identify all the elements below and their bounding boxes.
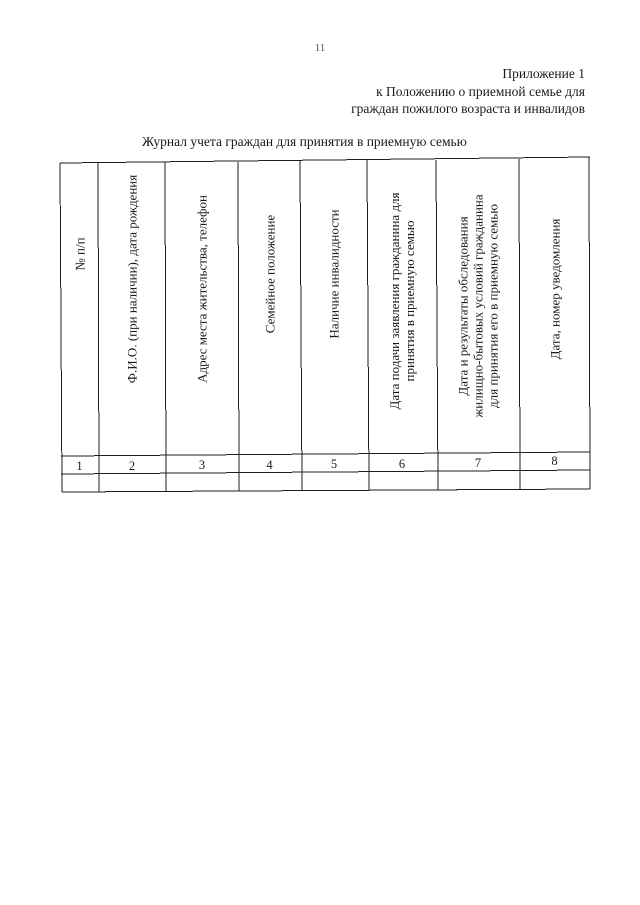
header-inspection-line-1: Дата и результаты обследования [455, 216, 471, 396]
header-cell-6 [368, 164, 436, 454]
header-cell-1 [61, 164, 98, 454]
header-disability-label: Наличие инвалидности [326, 209, 342, 339]
page-number: 11 [314, 42, 326, 54]
table-top-border [60, 157, 590, 163]
column-number-8: 8 [551, 454, 558, 468]
column-number-2: 2 [128, 459, 136, 473]
column-number-4: 4 [266, 458, 273, 472]
header-cell-7 [437, 164, 519, 454]
header-application-date-line-1: Дата подачи заявления гражданина для [387, 192, 402, 410]
column-number-7: 7 [474, 456, 482, 470]
column-number-6: 6 [398, 457, 406, 471]
header-cell-2 [99, 164, 165, 454]
header-notification-label: Дата, номер уведомления [547, 218, 562, 360]
header-cell-5 [301, 164, 367, 454]
appendix-reference-line-2: граждан пожилого возраста и инвалидов [351, 101, 585, 116]
header-fio-label: Ф.И.О. (при наличии), дата рождения [124, 174, 140, 384]
column-number-3: 3 [198, 458, 206, 472]
header-marital-status-label: Семейное положение [262, 214, 277, 334]
header-cell-4 [239, 164, 300, 454]
column-number-1: 1 [76, 459, 83, 473]
appendix-title: Приложение 1 [502, 66, 585, 81]
header-number-label: № п/п [72, 237, 87, 271]
header-application-date-line-2: принятия в приемную семью [402, 220, 417, 382]
appendix-reference-line-1: к Положению о приемной семье для [376, 84, 585, 99]
header-inspection-line-3: для принятия его в приемную семью [485, 204, 501, 408]
journal-title: Журнал учета граждан для принятия в приемную семью [142, 134, 467, 149]
header-inspection-line-2: жилищно-бытовых условий гражданина [470, 194, 486, 418]
header-cell-8 [520, 164, 589, 454]
header-address-label: Адрес места жительства, телефон [194, 195, 210, 383]
table-right-border [589, 157, 590, 489]
table-bottom-border [62, 489, 590, 492]
column-number-5: 5 [330, 457, 338, 471]
header-cell-3 [166, 164, 238, 454]
